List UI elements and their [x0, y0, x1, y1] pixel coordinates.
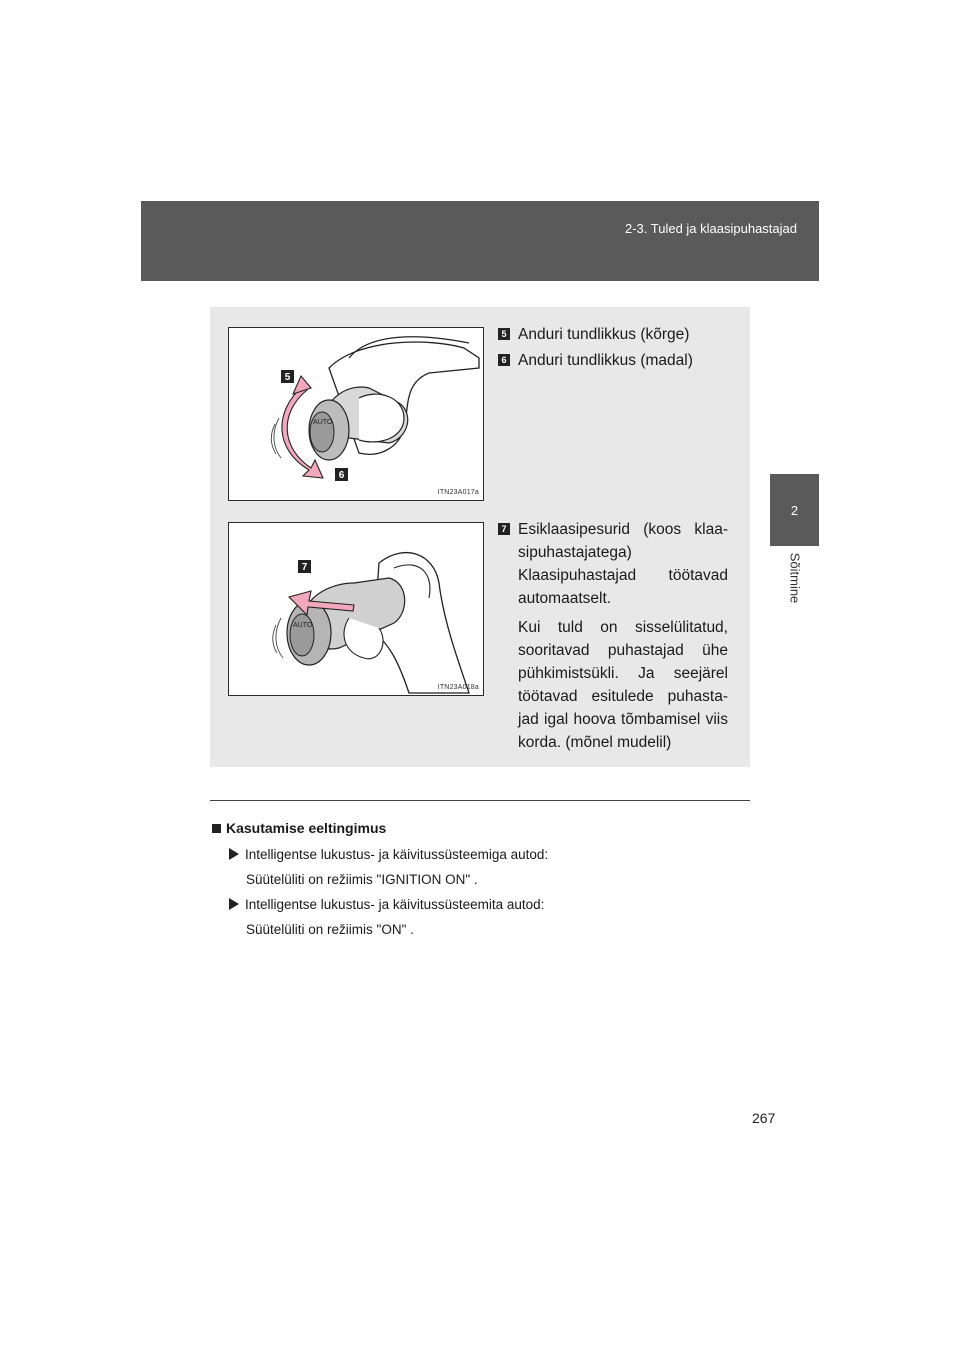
wiper-pull-illustration — [229, 523, 484, 696]
chapter-label-tab — [770, 546, 819, 610]
svg-text:AUTO: AUTO — [313, 419, 333, 426]
item-marker: 6 — [498, 354, 510, 366]
figure-washer — [228, 522, 484, 696]
figure-code: ITN23A017a — [437, 489, 479, 496]
item-sensitivity-low — [498, 349, 728, 372]
condition-bullet-2 — [229, 897, 544, 912]
condition-title: Intelligentse lukustus- ja käivitussüsteemita autod: — [245, 897, 545, 912]
figure-marker-5: 5 — [284, 372, 291, 383]
section-divider — [210, 800, 750, 801]
page-number: 267 — [752, 1110, 776, 1126]
triangle-bullet-icon — [229, 848, 239, 860]
triangle-bullet-icon — [229, 898, 239, 910]
chapter-number-tab: 2 — [770, 474, 819, 546]
conditions-heading — [212, 820, 386, 836]
item-text: Klaasipuhastajad töötavad automaatselt. — [518, 567, 728, 607]
figure-marker-6: 6 — [338, 470, 345, 481]
figure-sensitivity — [228, 327, 484, 501]
item-washer — [498, 518, 728, 754]
header-bar — [141, 201, 819, 281]
section-title: 2-3. Tuled ja klaasipuhastajad — [624, 221, 797, 236]
square-bullet-icon — [212, 824, 221, 833]
item-marker: 5 — [498, 328, 510, 340]
wiper-stalk-illustration — [229, 328, 484, 501]
item-text: Anduri tundlikkus (madal) — [518, 352, 693, 369]
item-marker: 7 — [498, 523, 510, 535]
condition-bullet-1 — [229, 847, 548, 862]
condition-detail-1: Süütelüliti on režiimis "IGNITION ON" . — [246, 872, 478, 887]
item-text: Esiklaasipesurid (koos klaa-sipuhastajatega) — [518, 521, 728, 561]
item-text: Anduri tundlikkus (kõrge) — [518, 326, 690, 343]
condition-detail-2: Süütelüliti on režiimis "ON" . — [246, 922, 414, 937]
condition-title: Intelligentse lukustus- ja käivitussüsteemiga autod: — [245, 847, 549, 862]
chapter-label: Sõitmine — [787, 552, 802, 604]
figure-code: ITN23A018a — [437, 684, 479, 691]
figure-marker-7: 7 — [301, 562, 308, 573]
item-sensitivity-high — [498, 323, 728, 346]
item-text: Kui tuld on sisselülitatud, sooritavad puhastajad ühe pühkimistsükli. Ja seejärel töötavad esitulede puhasta-jad igal hoova tõmbamisel viis korda. (mõnel mudelil) — [518, 619, 728, 751]
conditions-heading-text: Kasutamise eeltingimus — [226, 820, 387, 836]
svg-text:AUTO: AUTO — [293, 622, 313, 629]
